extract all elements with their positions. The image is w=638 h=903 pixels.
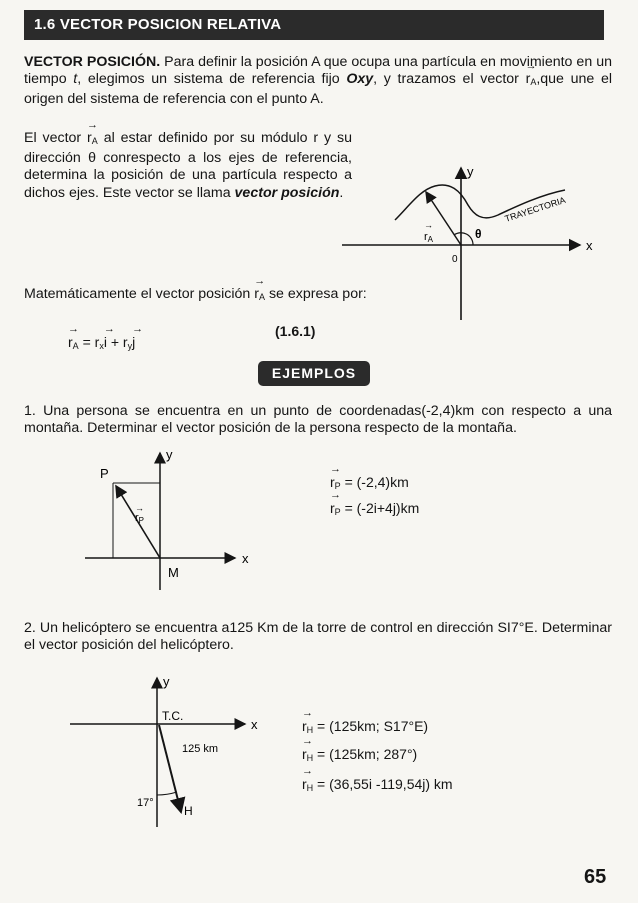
theta-label: θ (475, 227, 482, 241)
examples-heading: EJEMPLOS (258, 361, 370, 386)
x-axis-label: x (586, 238, 593, 253)
distance-label: 125 km (182, 743, 219, 755)
formula-number: (1.6.1) (275, 323, 316, 339)
helicopter-label: H (184, 804, 193, 818)
point-p-label: P (100, 466, 109, 481)
example2-answer-2: → $r_H = (125km$; 287°) (302, 746, 417, 767)
page-number: 65 (584, 866, 607, 888)
example1-text: 1. Una persona se encuentra en un punto de coordenadas(-2,4)km con respecto a una montaña. Determinar el vector posición de la persona respecto de la montaña. (24, 403, 612, 436)
math-line: Matemáticamente el vector posición → $r_A$ se expresa por: (24, 286, 444, 306)
intro-paragraph: VECTOR POSICIÓN. Para definir la posición A que ocupa una partícula en movimiento en un tiempo t, elegimos un sistema de referencia fijo Oxy, y trazamos el vector → $r_A,que$ une el origen del sistema de referencia con el punto A. (24, 54, 612, 108)
example2-answer-1: → $r_H = (125km$; S17°E) (302, 718, 428, 739)
definition-paragraph: El vector → $r_A$ al estar definido por su módulo r y su dirección θ conrespecto a los ejes de referencia, determina la posición de una partícula respecto a dichos ejes. Este vector se llama vector posición. (24, 130, 352, 202)
example2-text: 2. Un helicóptero se encuentra a125 Km de la torre de control en dirección SI7°E. Determinar el vector posición del helicóptero. (24, 620, 612, 653)
section-title: 1.6 VECTOR POSICION RELATIVA (24, 10, 604, 40)
y-axis-label: y (467, 164, 474, 179)
example2-figure (65, 672, 275, 832)
origin-label: 0 (452, 254, 458, 265)
vector-label: rP (135, 512, 145, 525)
intro-term: VECTOR POSICIÓN. (24, 54, 161, 70)
vector-ra: → $r_A$ (254, 286, 265, 306)
angle-label: 17° (137, 797, 154, 809)
vector-ra: → $r_A$ (87, 130, 98, 150)
control-tower-label: T.C. (162, 709, 184, 723)
x-axis-label: x (251, 717, 258, 732)
x-axis-label: x (242, 551, 249, 566)
example2-answer-3: → $r_H = (36,55i$ -119,54j) km (302, 776, 453, 797)
vector-arrow-glyph: → (424, 220, 433, 230)
formula: → $r_A = r_x\to i + r_y\to j$ (68, 334, 135, 355)
point-m-label: M (168, 565, 179, 580)
vector-arrow-glyph: → (135, 503, 144, 513)
y-axis-label: y (163, 674, 170, 689)
vector-label: rA (424, 231, 434, 244)
example1-figure (80, 445, 260, 590)
example1-answer-1: → $r_P = (-2,4)km$ (330, 474, 409, 495)
example1-answer-2: → $r_P = (-2i+4j)km$ (330, 500, 419, 521)
helicopter-vector (159, 725, 181, 812)
trajectory-label: TRAYECTORIA (503, 194, 567, 224)
vector-ra: → $r_A$ (526, 71, 537, 91)
angle-arc (157, 792, 177, 795)
y-axis-label: y (166, 447, 173, 462)
